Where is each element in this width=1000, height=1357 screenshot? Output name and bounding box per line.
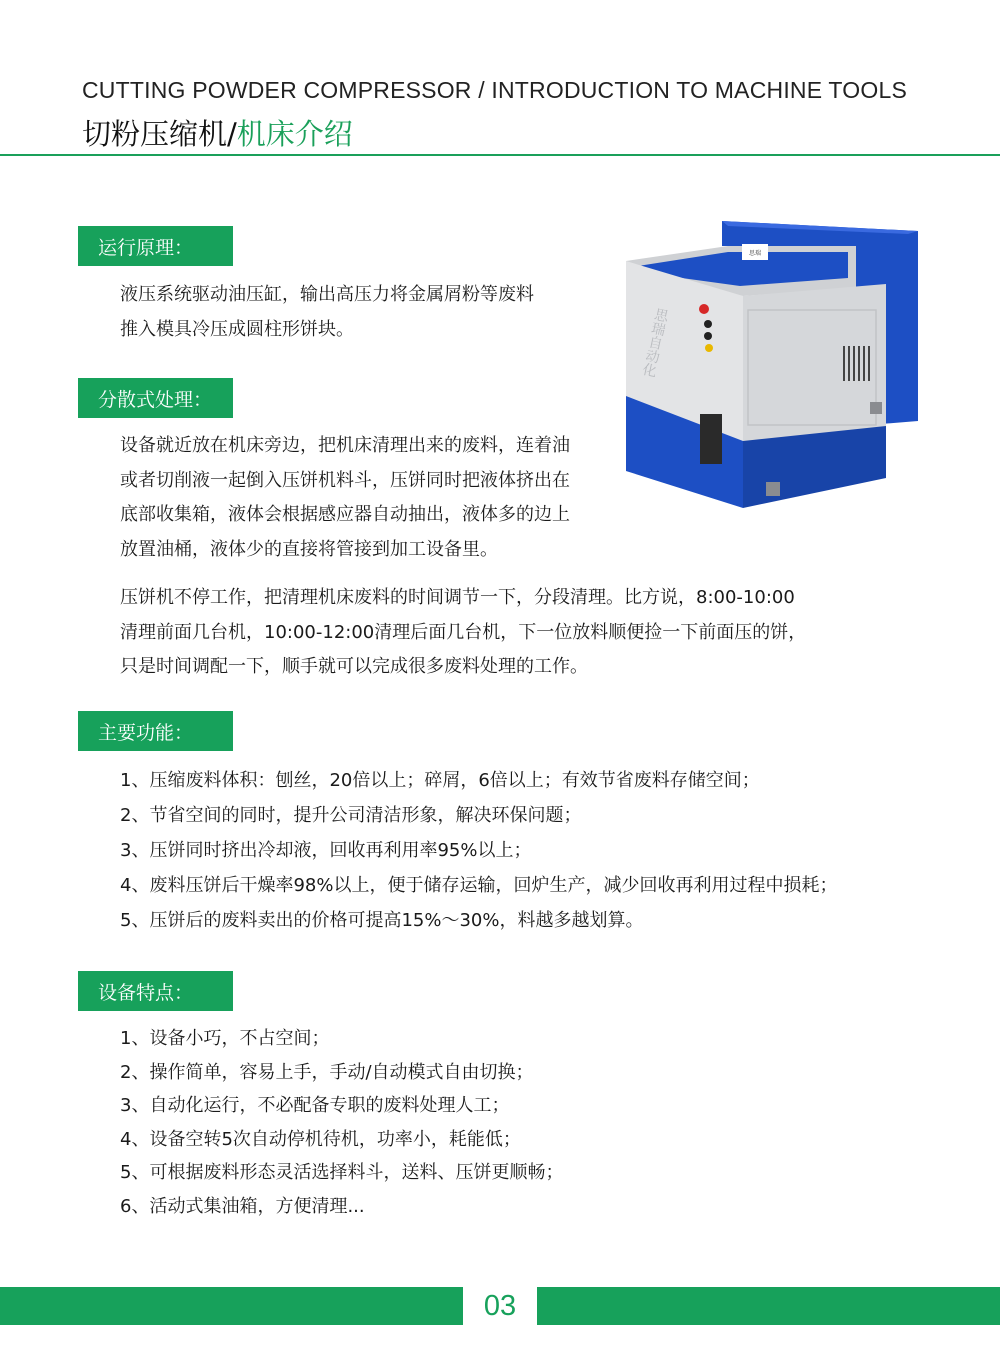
list-item: 2、操作简单，容易上手，手动/自动模式自由切换；: [120, 1061, 534, 1083]
page-number: 03: [483, 1289, 517, 1322]
list-item: 6、活动式集油箱，方便清理...: [120, 1195, 365, 1217]
list-item: 5、压饼后的废料卖出的价格可提高15%～30%，料越多越划算。: [120, 910, 644, 931]
machine-label-text: 思瑞: [748, 250, 762, 257]
machine-foot: [870, 402, 882, 414]
machine-photo: [618, 216, 928, 516]
collection-drawer: [700, 414, 722, 464]
list-item: 1、压缩废料体积：刨丝，20倍以上；碎屑，6倍以上；有效节省废料存储空间；: [120, 770, 760, 791]
machine-brand-text: 思瑞自动化: [639, 306, 670, 379]
list-item: 1、设备小巧，不占空间；: [120, 1028, 330, 1049]
functions-list: [120, 763, 837, 938]
list-item: 5、可根据废料形态灵活选择料斗，送料、压饼更顺畅；: [120, 1162, 564, 1183]
list-item: 2、节省空间的同时，提升公司清洁形象，解决环保问题；: [120, 805, 582, 826]
machine-foot: [766, 482, 780, 496]
list-item: 3、压饼同时挤出冷却液，回收再利用率95%以上；: [120, 840, 532, 861]
section-label-functions: 主要功能：: [78, 711, 233, 751]
section-label-principle: 运行原理：: [78, 226, 233, 266]
list-item: 4、设备空转5次自动停机待机，功率小，耗能低；: [120, 1128, 521, 1150]
footer-bar-right: [537, 1287, 1000, 1325]
title-cn-main: 切粉压缩机/: [82, 117, 237, 151]
features-list: [120, 1022, 563, 1223]
distributed-text-1: 设备就近放在机床旁边，把机床清理出来的废料，连着油 或者切削液一起倒入压饼机料斗，压饼同时把液体挤出在 底部收集箱，液体会根据感应器自动抽出，液体多的边上 放置油桶，液体少的直接将管接到加工设备里。: [120, 435, 570, 560]
page-title-chinese: [82, 112, 353, 153]
control-knob-icon: [704, 332, 712, 340]
list-item: 3、自动化运行，不必配备专职的废料处理人工；: [120, 1095, 510, 1116]
section-label-distributed: 分散式处理：: [78, 378, 233, 418]
principle-text: 液压系统驱动油压缸，输出高压力将金属屑粉等废料 推入模具冷压成圆柱形饼块。: [120, 284, 534, 340]
emergency-stop-icon: [699, 304, 709, 314]
header-divider: [0, 154, 1000, 156]
title-cn-accent: 机床介绍: [236, 117, 353, 151]
footer-bar-left: [0, 1287, 463, 1325]
distributed-text-2: 压饼机不停工作，把清理机床废料的时间调节一下，分段清理。比方说，8:00-10:00 清理前面几台机，10:00-12:00清理后面几台机，下一位放料顺便捡一下前面压的饼， 只是时间调配一下，顺手就可以完成很多废料处理的工作。: [120, 587, 807, 677]
control-knob-icon: [704, 320, 712, 328]
list-item: 4、废料压饼后干燥率98%以上，便于储存运输，回炉生产，减少回收再利用过程中损耗；: [120, 875, 838, 896]
section-label-features: 设备特点：: [78, 971, 233, 1011]
page-title-english: CUTTING POWDER COMPRESSOR / INTRODUCTION TO MACHINE TOOLS: [82, 77, 907, 103]
indicator-light-icon: [705, 344, 713, 352]
